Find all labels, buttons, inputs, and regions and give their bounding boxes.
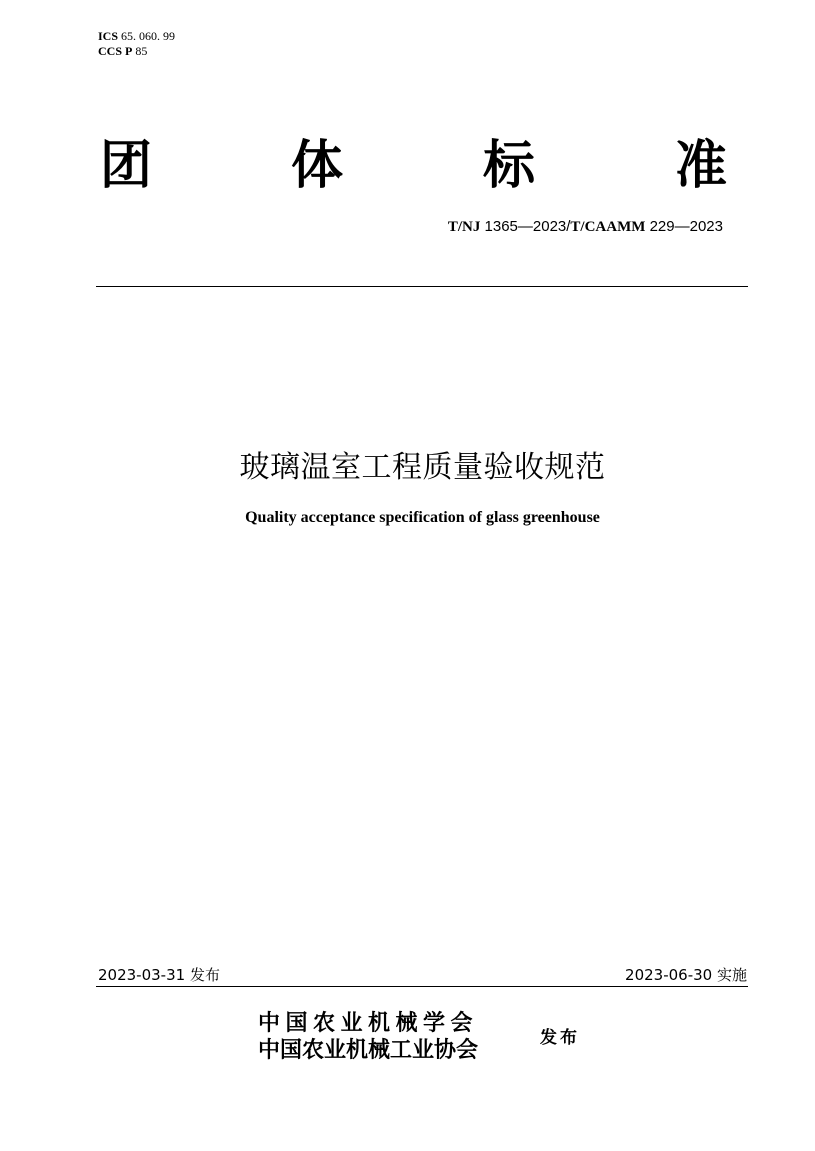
top-divider (96, 286, 748, 287)
bottom-divider (96, 986, 748, 987)
ics-label: ICS (98, 29, 119, 43)
publisher-1: 中国农业机械学会 (258, 1011, 479, 1036)
ccs-value: 85 (135, 44, 148, 58)
header-char-1: 团 (100, 136, 153, 196)
standard-number (448, 217, 723, 237)
classification-codes (98, 29, 175, 59)
header-char-4: 准 (675, 136, 728, 196)
document-title-english: Quality acceptance specification of glass greenhouse (245, 509, 600, 526)
document-title-chinese: 玻璃温室工程质量验收规范 (239, 450, 606, 485)
release-date: 2023-03-31 发布 (98, 966, 220, 984)
publisher-2: 中国农业机械工业协会 (258, 1038, 479, 1063)
header-char-3: 标 (483, 136, 536, 196)
standard-number-2: 229—2023 (649, 218, 723, 235)
standard-prefix-2: T/CAAMM (570, 219, 646, 235)
ics-code (98, 29, 175, 44)
publish-label: 发布 (540, 1028, 580, 1048)
standard-prefix-1: T/NJ (447, 219, 481, 235)
header-char-2: 体 (291, 136, 344, 196)
standard-number-1: 1365—2023/ (484, 218, 571, 235)
ics-value: 65. 060. 99 (121, 29, 176, 43)
ccs-code (98, 44, 175, 59)
implementation-date: 2023-06-30 实施 (625, 966, 747, 984)
ccs-label: CCS (98, 44, 123, 58)
ccs-p: P (125, 44, 133, 58)
